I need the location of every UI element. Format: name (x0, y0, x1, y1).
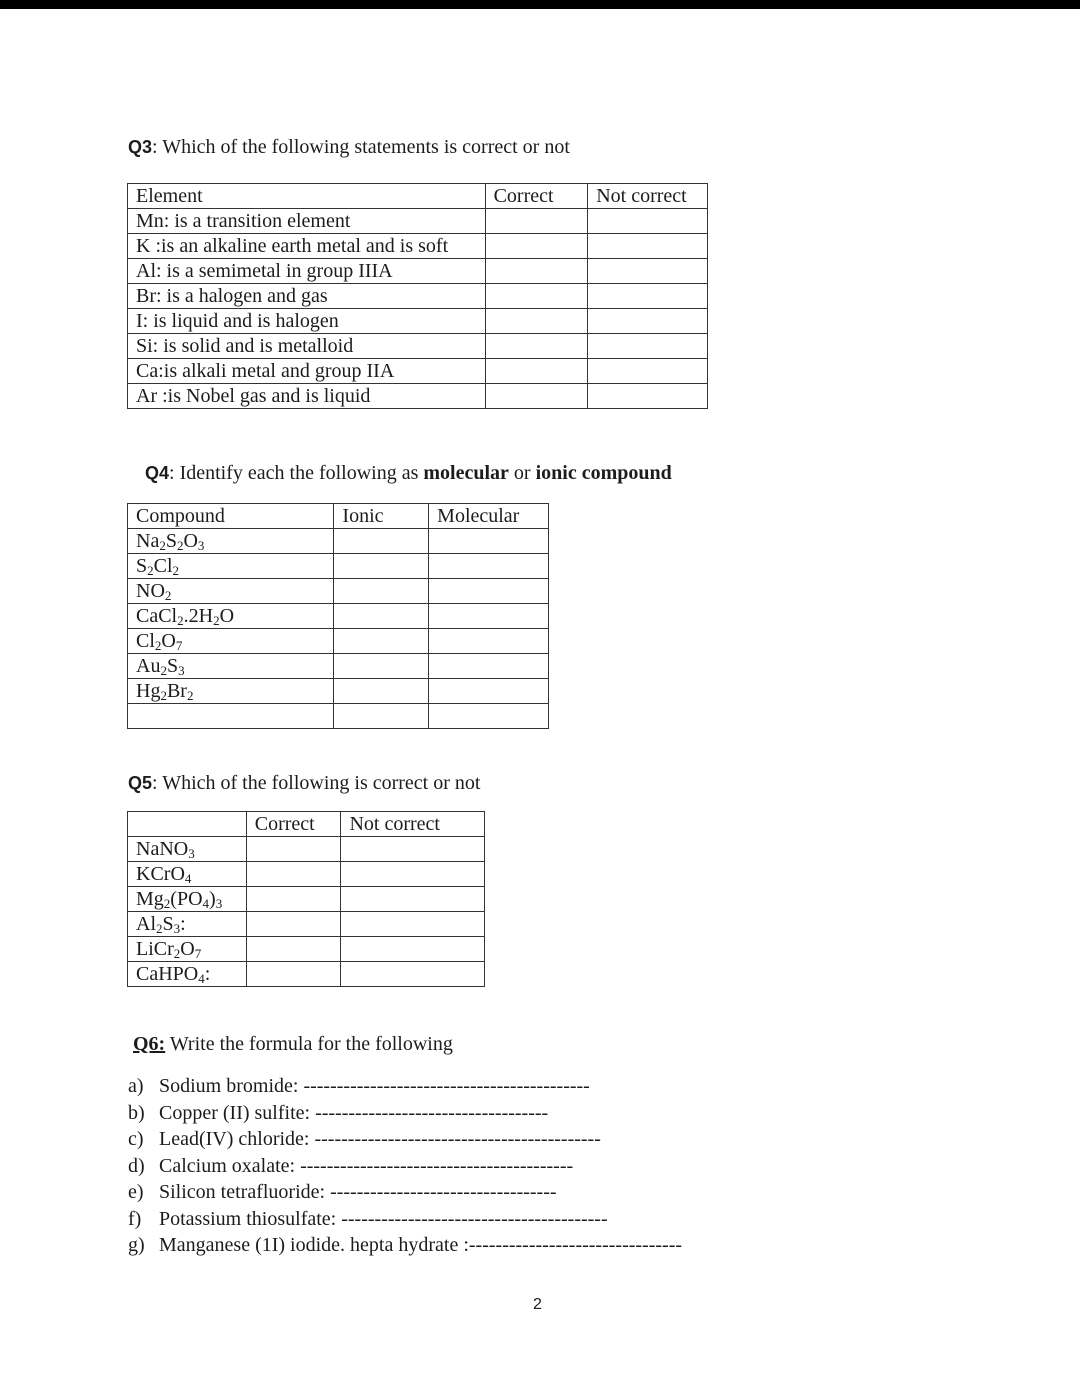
q4-ionic-answer-cell[interactable] (334, 554, 429, 579)
q5-table (127, 811, 485, 987)
q5-header-cell: Not correct (341, 812, 485, 837)
q5-compound-cell (128, 962, 247, 987)
top-edge-bar (0, 0, 1080, 9)
formula-subscript: 7 (175, 638, 183, 653)
formula-subscript: 3 (173, 921, 181, 936)
q3-statement-cell: K :is an alkaline earth metal and is soft (128, 234, 486, 259)
formula-text: : (180, 913, 186, 935)
formula-text: Cl (153, 555, 173, 577)
formula-subscript: 2 (173, 946, 181, 961)
q4-molecular-answer-cell[interactable] (429, 629, 549, 654)
formula-text: Br (166, 680, 187, 702)
q3-correct-answer-cell[interactable] (485, 309, 588, 334)
q4-header-cell: Compound (128, 504, 334, 529)
q3-correct-answer-cell[interactable] (485, 259, 588, 284)
q3-prompt: : Which of the following statements is correct or not (152, 136, 570, 158)
formula-subscript: 4 (184, 871, 192, 886)
q3-row (128, 259, 708, 284)
q3-label: Q3 (128, 137, 153, 157)
q3-header-row (128, 184, 708, 209)
q5-correct-answer-cell[interactable] (246, 887, 341, 912)
q4-prompt-mid: or (508, 462, 536, 484)
q4-compound-cell (128, 679, 334, 704)
q4-molecular-answer-cell[interactable] (429, 654, 549, 679)
q6-label: Q6: (133, 1033, 166, 1055)
q4-row (128, 529, 549, 554)
q5-compound-cell (128, 912, 247, 937)
q4-ionic-answer-cell[interactable] (334, 629, 429, 654)
q5-header-cell: Correct (246, 812, 341, 837)
q3-header-cell: Correct (485, 184, 588, 209)
formula-text: S (165, 530, 177, 552)
q6-answer-blank[interactable]: ----------------------------------------- (300, 1154, 574, 1177)
q4-molecular-answer-cell[interactable] (429, 529, 549, 554)
q6-item-letter: b) (128, 1101, 145, 1124)
formula-subscript: 2 (172, 563, 180, 578)
q5-row (128, 937, 485, 962)
formula-text: LiCr (136, 938, 174, 960)
q4-molecular-answer-cell[interactable] (429, 704, 549, 729)
q4-compound-cell (128, 529, 334, 554)
formula-text: O (219, 605, 235, 627)
q4-header-row (128, 504, 549, 529)
q4-bold-ionic: ionic compound (535, 462, 672, 484)
q5-correct-answer-cell[interactable] (246, 862, 341, 887)
q4-heading (145, 462, 672, 485)
q3-table (127, 183, 708, 409)
q5-heading (128, 772, 480, 795)
q6-answer-blank[interactable]: ---------------------------------------- (341, 1207, 608, 1230)
q3-not-correct-answer-cell[interactable] (588, 259, 708, 284)
formula-text: Na (136, 530, 160, 552)
q3-correct-answer-cell[interactable] (485, 209, 588, 234)
q6-item (128, 1232, 682, 1259)
formula-subscript: 4 (198, 971, 205, 986)
q3-correct-answer-cell[interactable] (485, 359, 588, 384)
formula-text: O (183, 530, 198, 552)
q5-compound-cell (128, 887, 247, 912)
q4-row (128, 679, 549, 704)
q4-table (127, 503, 549, 729)
q3-not-correct-answer-cell[interactable] (588, 234, 708, 259)
q5-correct-answer-cell[interactable] (246, 837, 341, 862)
q4-molecular-answer-cell[interactable] (429, 604, 549, 629)
formula-text: (PO (170, 888, 203, 910)
q4-row (128, 629, 549, 654)
q4-molecular-answer-cell[interactable] (429, 579, 549, 604)
formula-text: CaCl (136, 605, 178, 627)
formula-text: Cl (136, 630, 155, 652)
q4-label: Q4 (145, 463, 170, 483)
q3-not-correct-answer-cell[interactable] (588, 284, 708, 309)
q5-correct-answer-cell[interactable] (246, 912, 341, 937)
formula-subscript: 3 (188, 846, 195, 861)
q4-ionic-answer-cell[interactable] (334, 654, 429, 679)
q3-heading (128, 136, 570, 159)
formula-subscript: 2 (213, 613, 220, 628)
q6-item (128, 1179, 682, 1206)
formula-subscript: 2 (160, 688, 167, 703)
formula-text: S (166, 655, 179, 677)
q6-item-text: Lead(IV) chloride: (159, 1128, 315, 1150)
q3-correct-answer-cell[interactable] (485, 384, 588, 409)
q3-not-correct-answer-cell[interactable] (588, 359, 708, 384)
formula-subscript: 2 (164, 588, 172, 603)
q5-correct-answer-cell[interactable] (246, 937, 341, 962)
formula-text: CaHPO (136, 963, 199, 985)
q3-not-correct-answer-cell[interactable] (588, 209, 708, 234)
q4-row (128, 654, 549, 679)
q3-statement-cell: Ar :is Nobel gas and is liquid (128, 384, 486, 409)
q6-item-text: Copper (II) sulfite: (159, 1101, 316, 1124)
q3-correct-answer-cell[interactable] (485, 334, 588, 359)
q3-header-cell: Not correct (588, 184, 708, 209)
q3-row (128, 384, 708, 409)
q3-correct-answer-cell[interactable] (485, 234, 588, 259)
q4-ionic-answer-cell[interactable] (334, 579, 429, 604)
q6-item (128, 1206, 682, 1233)
formula-text: Au (136, 655, 161, 677)
q3-row (128, 209, 708, 234)
formula-text: ) (209, 888, 216, 910)
q5-label: Q5 (128, 773, 153, 793)
q6-item (128, 1100, 682, 1127)
q6-item-text: Calcium oxalate: (159, 1154, 301, 1177)
formula-subscript: 2 (186, 688, 194, 703)
formula-text: O (180, 938, 195, 960)
q6-list (128, 1073, 682, 1259)
q4-compound-cell (128, 704, 334, 729)
formula-subscript: 4 (202, 896, 210, 911)
q5-not-correct-answer-cell[interactable] (341, 887, 485, 912)
page-number: 2 (533, 1296, 542, 1313)
q3-row (128, 284, 708, 309)
q3-statement-cell: Si: is solid and is metalloid (128, 334, 486, 359)
formula-text: S (162, 913, 174, 935)
q4-ionic-answer-cell[interactable] (334, 704, 429, 729)
formula-text: NO (136, 580, 165, 602)
q4-header-cell: Molecular (429, 504, 549, 529)
q5-row (128, 962, 485, 987)
formula-text: S (136, 555, 148, 577)
q6-item-text: Potassium thiosulfate: (159, 1207, 342, 1230)
q3-statement-cell: Br: is a halogen and gas (128, 284, 486, 309)
q5-header-row (128, 812, 485, 837)
q4-bold-molecular: molecular (423, 462, 509, 484)
q4-compound-cell (128, 554, 334, 579)
q5-not-correct-answer-cell[interactable] (341, 912, 485, 937)
q5-prompt: : Which of the following is correct or not (152, 772, 481, 794)
q6-answer-blank[interactable]: ------------------------------------------- (314, 1128, 601, 1150)
q3-not-correct-answer-cell[interactable] (588, 309, 708, 334)
q6-item (128, 1073, 682, 1100)
q5-compound-cell (128, 937, 247, 962)
q5-row (128, 912, 485, 937)
formula-text: Hg (136, 680, 161, 702)
q6-item-letter: f) (128, 1207, 142, 1230)
q5-row (128, 862, 485, 887)
q6-item-text: Silicon tetrafluoride: (159, 1181, 331, 1203)
q3-not-correct-answer-cell[interactable] (588, 384, 708, 409)
q4-compound-cell (128, 604, 334, 629)
q4-ionic-answer-cell[interactable] (334, 679, 429, 704)
q4-header-cell: Ionic (334, 504, 429, 529)
q6-item-letter: a) (128, 1075, 144, 1097)
q3-header-cell: Element (128, 184, 486, 209)
formula-subscript: 2 (154, 638, 162, 653)
q6-answer-blank[interactable]: ------------------------------------------- (303, 1075, 590, 1097)
formula-subscript: 2 (159, 538, 166, 553)
q5-not-correct-answer-cell[interactable] (341, 837, 485, 862)
formula-subscript: 7 (194, 946, 202, 961)
formula-subscript: 2 (160, 663, 167, 678)
q6-item-letter: c) (128, 1128, 144, 1150)
formula-text: KCrO (136, 863, 185, 885)
q3-row (128, 359, 708, 384)
formula-text: NaNO (136, 838, 189, 860)
q6-item-letter: d) (128, 1154, 145, 1177)
q6-item-letter: g) (128, 1234, 145, 1256)
formula-text: Mg (136, 888, 164, 910)
q4-compound-cell (128, 654, 334, 679)
q4-ionic-answer-cell[interactable] (334, 604, 429, 629)
q3-row (128, 309, 708, 334)
q6-item (128, 1126, 682, 1153)
q5-correct-answer-cell[interactable] (246, 962, 341, 987)
q4-row (128, 579, 549, 604)
formula-text: Al (136, 913, 156, 935)
formula-subscript: 2 (156, 921, 163, 936)
q5-not-correct-answer-cell[interactable] (341, 862, 485, 887)
q5-compound-cell (128, 837, 247, 862)
formula-text: : (204, 963, 211, 985)
q4-prompt-start: : Identify each the following as (169, 462, 424, 484)
q6-prompt: Write the formula for the following (165, 1033, 453, 1055)
q5-not-correct-answer-cell[interactable] (341, 962, 485, 987)
formula-subscript: 2 (163, 896, 171, 911)
formula-subscript: 3 (178, 663, 185, 678)
q5-compound-cell (128, 862, 247, 887)
q4-molecular-answer-cell[interactable] (429, 554, 549, 579)
q6-answer-blank[interactable]: ---------------------------------- (330, 1181, 557, 1203)
q3-row (128, 234, 708, 259)
formula-subscript: 2 (177, 613, 184, 628)
q6-item-letter: e) (128, 1181, 144, 1203)
q6-answer-blank[interactable]: ----------------------------------- (315, 1101, 549, 1124)
q4-row (128, 704, 549, 729)
q3-row (128, 334, 708, 359)
q6-item-text: Manganese (1I) iodide. hepta hydrate : (159, 1234, 469, 1256)
q4-ionic-answer-cell[interactable] (334, 529, 429, 554)
q4-compound-cell (128, 579, 334, 604)
q3-correct-answer-cell[interactable] (485, 284, 588, 309)
formula-subscript: 2 (147, 563, 154, 578)
q6-answer-blank[interactable]: -------------------------------- (468, 1234, 683, 1256)
q4-molecular-answer-cell[interactable] (429, 679, 549, 704)
q6-item-text: Sodium bromide: (159, 1075, 304, 1097)
formula-subscript: 2 (176, 538, 184, 553)
q5-row (128, 887, 485, 912)
q3-statement-cell: Al: is a semimetal in group IIIA (128, 259, 486, 284)
formula-text: O (161, 630, 176, 652)
q3-statement-cell: Ca:is alkali metal and group IIA (128, 359, 486, 384)
q3-not-correct-answer-cell[interactable] (588, 334, 708, 359)
q6-heading (133, 1033, 453, 1056)
q5-row (128, 837, 485, 862)
q5-header-cell (128, 812, 247, 837)
formula-text: .2H (183, 605, 214, 627)
q4-row (128, 604, 549, 629)
q3-statement-cell: I: is liquid and is halogen (128, 309, 486, 334)
formula-subscript: 3 (215, 896, 223, 911)
q4-row (128, 554, 549, 579)
q3-statement-cell: Mn: is a transition element (128, 209, 486, 234)
q5-not-correct-answer-cell[interactable] (341, 937, 485, 962)
formula-subscript: 3 (197, 538, 205, 553)
q4-compound-cell (128, 629, 334, 654)
q6-item (128, 1153, 682, 1180)
